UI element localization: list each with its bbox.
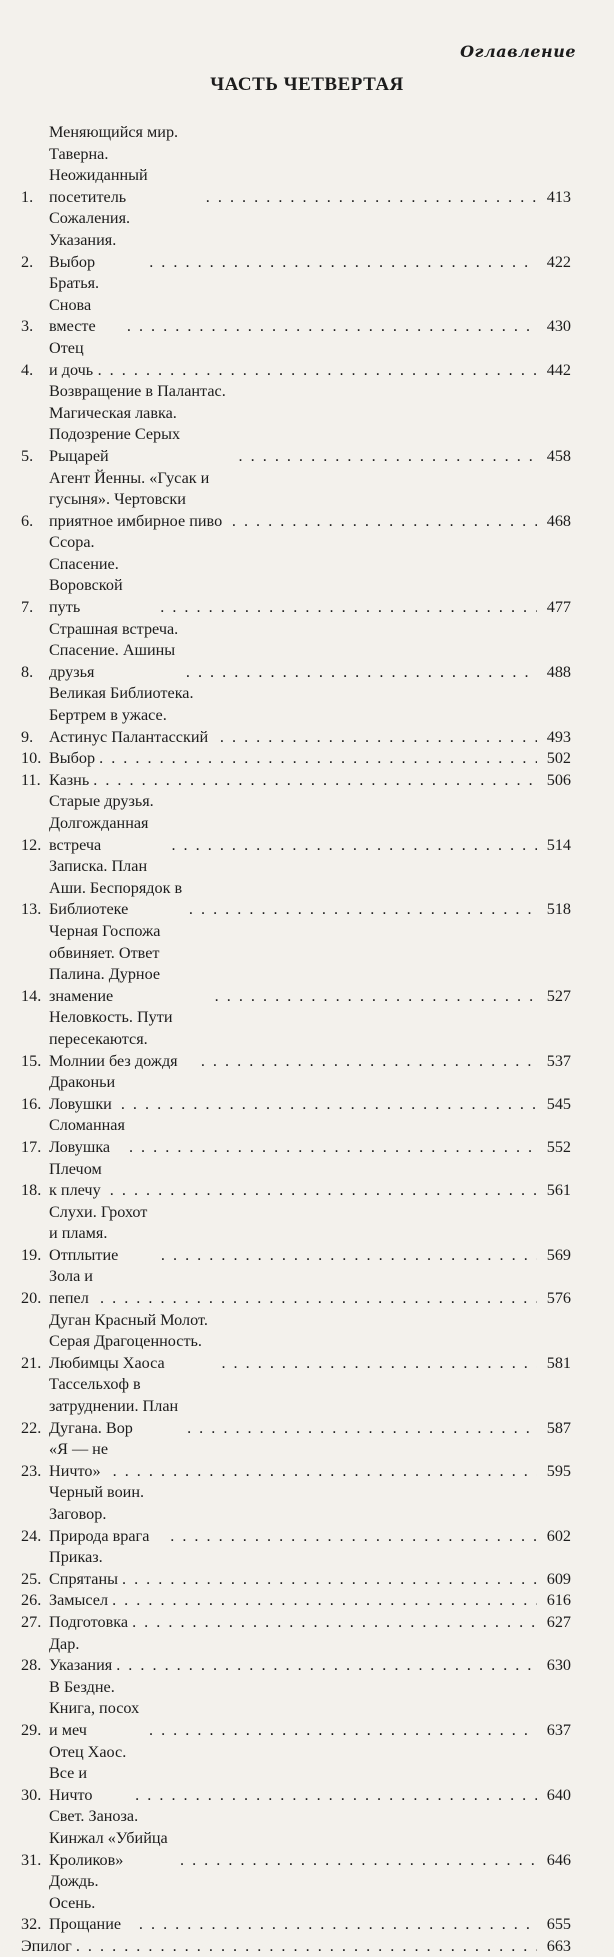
toc-entry-number: 25.: [21, 1569, 42, 1588]
toc-entry-title: Плечом к плечу: [49, 1159, 102, 1200]
toc-entry-page: 587: [546, 1418, 571, 1437]
toc-entry-title: Сожаления. Указания. Выбор: [49, 209, 131, 271]
toc-entry-number: 26.: [21, 1591, 42, 1610]
toc-entry-number: 30.: [21, 1785, 42, 1804]
toc-entry-page: 413: [546, 187, 571, 206]
toc-entry-page: 468: [546, 511, 571, 530]
toc-entry-page: 488: [546, 662, 571, 681]
running-header: Оглавление: [460, 42, 576, 61]
toc-entry-title: Отец и дочь: [49, 338, 94, 379]
toc-entry-number: 20.: [21, 1289, 42, 1308]
toc-entry-page: 630: [546, 1656, 571, 1675]
toc-entry-title: «Я — не Ничто»: [49, 1440, 109, 1480]
toc-entry-page: 646: [546, 1850, 571, 1869]
part-title: ЧАСТЬ ЧЕТВЕРТАЯ: [210, 74, 404, 95]
toc-entry-title: Черная Госпожа обвиняет. Ответ Палина. Дурное знамение: [49, 921, 161, 1005]
toc-entry-number: 28.: [21, 1656, 42, 1675]
toc-entry-page: 477: [546, 598, 571, 617]
toc-entry: [21, 1374, 571, 1439]
toc-entry-page: 640: [546, 1785, 571, 1804]
dot-leader: [189, 899, 537, 921]
dot-leader: [100, 1288, 537, 1310]
toc-entry-number: 8.: [21, 662, 34, 681]
toc-entry-number: 23.: [21, 1461, 42, 1480]
toc-entry-page: 552: [546, 1137, 571, 1156]
toc-entry-number: 10.: [21, 749, 42, 768]
toc-entry-page: 537: [546, 1051, 571, 1070]
toc-entry-page: 569: [546, 1245, 571, 1264]
dot-leader: [160, 597, 537, 619]
toc-entry: [21, 791, 571, 856]
toc-entry-page: 595: [546, 1461, 571, 1480]
toc-entry-title: Зола и пепел: [49, 1267, 93, 1308]
toc-entry: [21, 273, 571, 338]
toc-entry: [21, 122, 571, 208]
toc-entry: [21, 748, 571, 770]
dot-leader: [113, 1461, 537, 1483]
toc-entry-title: Дуган Красный Молот. Серая Драгоценность. Любимцы Хаоса: [49, 1310, 208, 1372]
toc-entry-title: Драконьи Ловушки: [49, 1073, 116, 1113]
toc-entry: [21, 856, 571, 921]
toc-entry-title: Возвращение в Палантас. Магическая лавка. Подозрение Серых Рыцарей: [49, 382, 226, 465]
toc-entry-title: Великая Библиотека. Бертрем в ужасе. Астинус Палантасский: [49, 684, 209, 746]
toc-entry: [21, 1677, 571, 1742]
toc-entry-title: Агент Йенны. «Гусак и гусыня». Чертовски приятное имбирное пиво: [49, 468, 223, 530]
toc-entry-number: 12.: [21, 835, 42, 854]
toc-entry-page: 545: [546, 1094, 571, 1113]
toc-entry-page: 655: [546, 1915, 571, 1934]
toc-entry-number: 15.: [21, 1051, 42, 1070]
toc-entry: [21, 1266, 571, 1309]
dot-leader: [171, 835, 537, 857]
dot-leader: [187, 1418, 537, 1440]
toc-entry-title: Подготовка: [49, 1612, 129, 1631]
toc-entry-number: 27.: [21, 1612, 42, 1631]
toc-entry-title: Черный воин. Заговор. Природа врага: [49, 1483, 150, 1545]
toc-entry: [21, 1007, 571, 1072]
dot-leader: [180, 1850, 537, 1872]
toc-entry: [21, 338, 571, 381]
toc-entry-number: 18.: [21, 1181, 42, 1200]
toc-entry-page: 514: [546, 835, 571, 854]
toc-entry-page: 430: [546, 317, 571, 336]
dot-leader: [239, 446, 537, 468]
toc-entry-page: 637: [546, 1720, 571, 1739]
dot-leader: [110, 1180, 537, 1202]
toc-entry-title: Эпилог: [21, 1936, 72, 1955]
toc-entry: [21, 619, 571, 684]
toc-entry-page: 576: [546, 1289, 571, 1308]
toc-entry-title: Тассельхоф в затруднении. План Дугана. Вор: [49, 1375, 179, 1437]
toc-entry-page: 561: [546, 1181, 571, 1200]
toc-entry: [21, 1936, 571, 1957]
dot-leader: [112, 1590, 537, 1612]
dot-leader: [186, 662, 537, 684]
toc-entry-number: 6.: [21, 511, 34, 530]
dot-leader: [149, 252, 537, 274]
toc-entry-number: 19.: [21, 1245, 42, 1264]
toc-entry-number: 2.: [21, 252, 34, 271]
toc-entry-page: 442: [546, 360, 571, 379]
toc-entry-number: 31.: [21, 1850, 42, 1869]
toc-entry-title: Отец Хаос. Все и Ничто: [49, 1742, 127, 1804]
toc-entry: [21, 921, 571, 1007]
dot-leader: [122, 1569, 537, 1591]
dot-leader: [215, 986, 537, 1008]
toc-entry-page: 627: [546, 1612, 571, 1631]
toc-entry-title: Выбор: [49, 749, 96, 768]
dot-leader: [98, 360, 537, 382]
toc-entry-number: 22.: [21, 1418, 42, 1437]
dot-leader: [201, 1051, 537, 1073]
toc-entry: [21, 532, 571, 618]
toc-entry-number: 24.: [21, 1526, 42, 1545]
dot-leader: [129, 1137, 537, 1159]
toc-entry-number: 16.: [21, 1094, 42, 1113]
toc-entry-number: 9.: [21, 727, 34, 746]
toc-entry: [21, 1159, 571, 1202]
toc-entry: [21, 1072, 571, 1115]
dot-leader: [232, 511, 537, 533]
toc-entry-title: Дар. Указания: [49, 1634, 113, 1675]
toc-entry: [21, 1115, 571, 1158]
toc-entry-title: Казнь: [49, 770, 90, 789]
toc-entry-number: 4.: [21, 360, 34, 379]
dot-leader: [116, 1655, 537, 1677]
toc-entry-number: 21.: [21, 1353, 42, 1372]
dot-leader: [170, 1526, 537, 1548]
toc-entry-title: Старые друзья. Долгожданная встреча: [49, 792, 154, 854]
toc-entry-title: Страшная встреча. Спасение. Ашины друзья: [49, 619, 179, 681]
dot-leader: [220, 727, 537, 749]
toc-entry-page: 502: [546, 749, 571, 768]
toc-entry: [21, 1310, 571, 1375]
toc-entry-number: 17.: [21, 1137, 42, 1156]
toc-entry-page: 616: [546, 1591, 571, 1610]
toc-entry: [21, 381, 571, 467]
dot-leader: [149, 1720, 537, 1742]
toc-entry: [21, 683, 571, 748]
toc-entry-page: 458: [546, 446, 571, 465]
dot-leader: [135, 1785, 537, 1807]
toc-entry: [21, 1202, 571, 1267]
toc-entry-title: В Бездне. Книга, посох и меч: [49, 1677, 140, 1739]
toc-entry-page: 581: [546, 1353, 571, 1372]
toc-entry-title: Замысел: [49, 1591, 109, 1610]
toc-entry-number: 13.: [21, 900, 42, 919]
dot-leader: [76, 1936, 537, 1957]
toc-entry: [21, 1482, 571, 1547]
toc-entry-title: Дождь. Осень. Прощание: [49, 1872, 122, 1934]
table-of-contents: [21, 122, 571, 1957]
toc-entry-page: 602: [546, 1526, 571, 1545]
toc-entry: [21, 1871, 571, 1936]
toc-entry: [21, 1742, 571, 1807]
toc-entry: [21, 1547, 571, 1590]
toc-entry-number: 11.: [21, 770, 41, 789]
toc-entry-page: 422: [546, 252, 571, 271]
toc-entry-page: 527: [546, 986, 571, 1005]
toc-entry-number: 29.: [21, 1720, 42, 1739]
toc-entry: [21, 1806, 571, 1871]
toc-entry-title: Приказ. Спрятаны: [49, 1548, 118, 1588]
toc-entry-title: Меняющийся мир. Таверна. Неожиданный посетитель: [49, 123, 179, 206]
toc-entry-page: 506: [546, 770, 571, 789]
toc-entry-title: Ссора. Спасение. Воровской путь: [49, 533, 123, 617]
dot-leader: [221, 1353, 537, 1375]
toc-entry: [21, 1612, 571, 1634]
dot-leader: [99, 748, 537, 770]
toc-entry-title: Записка. План Аши. Беспорядок в Библиотеке: [49, 857, 183, 919]
toc-entry-number: 3.: [21, 317, 34, 336]
toc-entry-number: 32.: [21, 1915, 42, 1934]
dot-leader: [127, 316, 537, 338]
toc-entry-page: 518: [546, 900, 571, 919]
dot-leader: [121, 1094, 537, 1116]
toc-entry-number: 14.: [21, 986, 42, 1005]
toc-entry-title: Слухи. Грохот и пламя. Отплытие: [49, 1202, 148, 1264]
toc-entry-page: 663: [546, 1936, 571, 1955]
dot-leader: [206, 187, 537, 209]
toc-entry: [21, 1590, 571, 1612]
dot-leader: [139, 1914, 537, 1936]
dot-leader: [161, 1245, 537, 1267]
toc-entry: [21, 1439, 571, 1482]
toc-entry-page: 493: [546, 727, 571, 746]
toc-entry-title: Неловкость. Пути пересекаются. Молнии без дождя: [49, 1008, 178, 1070]
toc-entry-page: 609: [546, 1569, 571, 1588]
toc-entry-number: 7.: [21, 598, 34, 617]
dot-leader: [93, 770, 537, 792]
toc-entry-number: 5.: [21, 446, 34, 465]
toc-entry: [21, 208, 571, 273]
toc-entry-title: Сломанная Ловушка: [49, 1116, 125, 1156]
toc-entry: [21, 770, 571, 792]
toc-entry: [21, 468, 571, 533]
toc-entry: [21, 1634, 571, 1677]
toc-entry-number: 1.: [21, 187, 34, 206]
toc-entry-title: Братья. Снова вместе: [49, 274, 100, 336]
dot-leader: [132, 1612, 537, 1634]
toc-entry-title: Свет. Заноза. Кинжал «Убийца Кроликов»: [49, 1807, 168, 1869]
